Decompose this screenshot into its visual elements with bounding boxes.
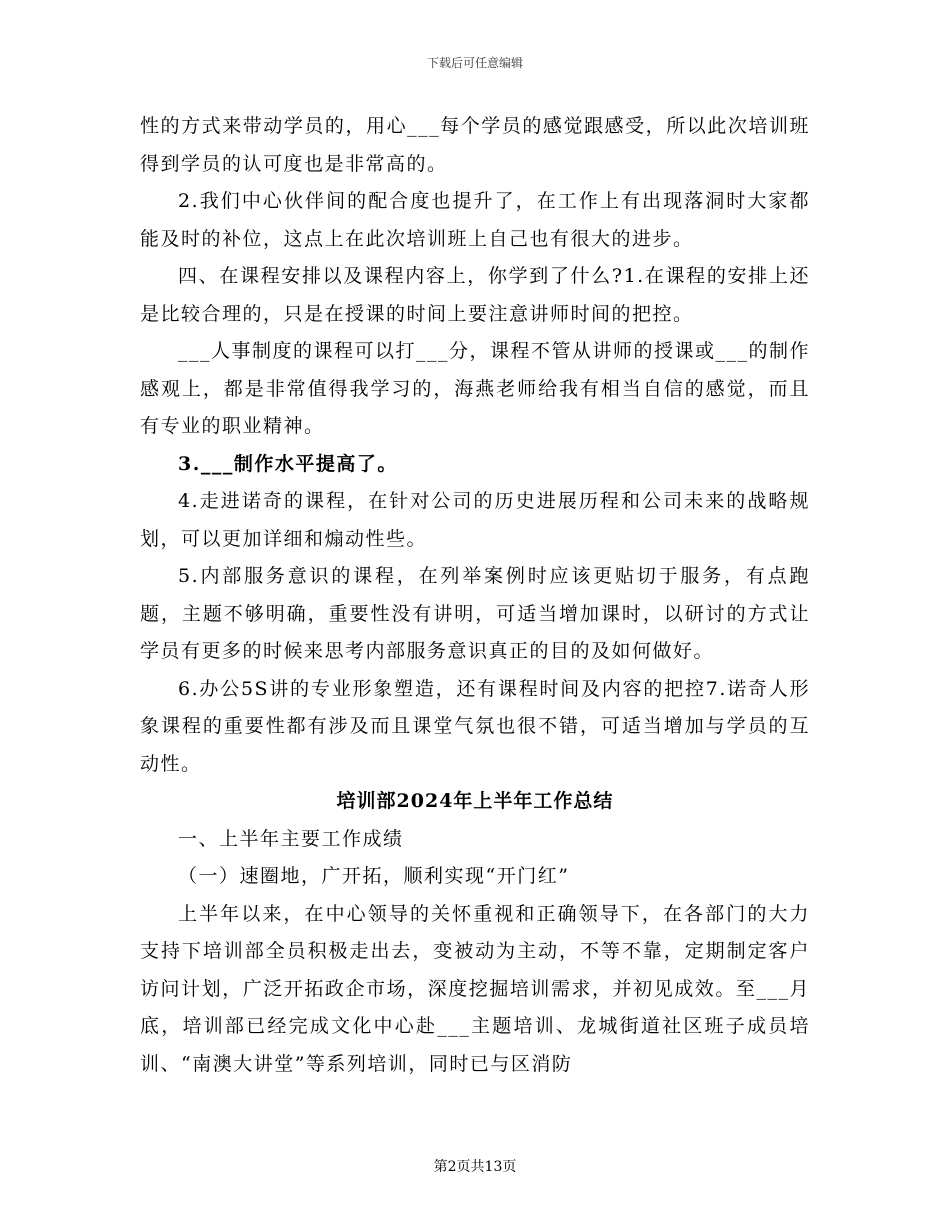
page-number: 第2页共13页 xyxy=(433,1159,517,1175)
paragraph-continuation: 性的方式来带动学员的，用心___每个学员的感觉跟感受，所以此次培训班得到学员的认可度也是非常高的。 xyxy=(140,115,810,175)
paragraph-item-5: 5.内部服务意识的课程，在列举案例时应该更贴切于服务，有点跑题，主题不够明确，重要性没有讲明，可适当增加课时，以研讨的方式让学员有更多的时候来思考内部服务意识真正的目的及如何做好。 xyxy=(140,565,810,662)
paragraph-item-6: 6.办公5S讲的专业形象塑造，还有课程时间及内容的把控7.诺奇人形象课程的重要性都有涉及而且课堂气氛也很不错，可适当增加与学员的互动性。 xyxy=(140,677,810,775)
heading-level-2: （一）速圈地，广开拓，顺利实现“开门红” xyxy=(178,865,570,887)
paragraph-item-2: 2.我们中心伙伴间的配合度也提升了，在工作上有出现落洞时大家都能及时的补位，这点上在此次培训班上自己也有很大的进步。 xyxy=(140,190,810,250)
paragraph-item-3: 3.___制作水平提高了。 xyxy=(178,452,398,475)
paragraph-hr-course: ___人事制度的课程可以打___分，课程不管从讲师的授课或___的制作感观上，都是非常值得我学习的，海燕老师给我有相当自信的感觉，而且有专业的职业精神。 xyxy=(140,340,811,437)
paragraph-summary-body: 上半年以来，在中心领导的关怀重视和正确领导下，在各部门的大力支持下培训部全员积极走出去，变被动为主动，不等不靠，定期制定客户访问计划，广泛开拓政企市场，深度挖掘培训需求，并初见成效。至___月底，培训部已经完成文化中心赴___主题培训、龙城街道社区班子成员培训、“南澳大讲堂”等系列培训，同时已与区消防 xyxy=(140,902,810,1075)
heading-level-1: 一、上半年主要工作成绩 xyxy=(178,827,404,850)
header-note: 下载后可任意编辑 xyxy=(426,56,523,70)
document-title: 培训部2024年上半年工作总结 xyxy=(336,790,614,812)
paragraph-section-four: 四、在课程安排以及课程内容上，你学到了什么?1.在课程的安排上还是比较合理的，只是在授课的时间上要注意讲师时间的把控。 xyxy=(140,265,810,325)
paragraph-item-4: 4.走进诺奇的课程，在针对公司的历史进展历程和公司未来的战略规划，可以更加详细和煽动性些。 xyxy=(140,490,810,550)
document-body xyxy=(140,108,810,1083)
